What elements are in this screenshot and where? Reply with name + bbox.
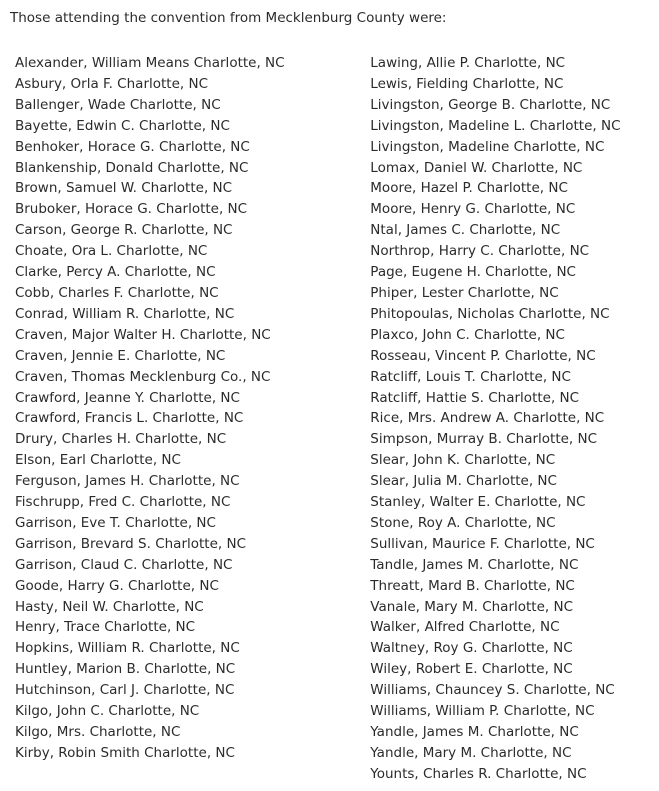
attendee-right-cell: Ratcliff, Hattie S. Charlotte, NC xyxy=(370,389,580,406)
table-row xyxy=(10,116,659,137)
table-row xyxy=(10,408,659,429)
attendee-left-cell: Hopkins, William R. Charlotte, NC xyxy=(15,640,240,657)
table-row xyxy=(10,388,659,409)
attendee-left-cell: Alexander, William Means Charlotte, NC xyxy=(15,55,285,71)
attendee-right-cell: Phiper, Lester Charlotte, NC xyxy=(370,284,559,301)
attendee-right-cell: Slear, Julia M. Charlotte, NC xyxy=(370,473,557,490)
attendee-right-cell: Livingston, Madeline L. Charlotte, NC xyxy=(370,117,621,134)
attendee-right-cell: Stanley, Walter E. Charlotte, NC xyxy=(370,494,586,511)
table-row xyxy=(10,241,659,262)
table-row xyxy=(10,576,659,597)
table-row xyxy=(10,743,659,764)
attendee-right-cell: Younts, Charles R. Charlotte, NC xyxy=(370,765,587,782)
attendee-left-cell: Garrison, Eve T. Charlotte, NC xyxy=(15,514,216,531)
table-row xyxy=(10,74,659,95)
attendee-table-body xyxy=(10,53,659,785)
attendee-left-cell: Bruboker, Horace G. Charlotte, NC xyxy=(15,201,248,218)
attendee-right-cell: Simpson, Murray B. Charlotte, NC xyxy=(370,431,598,448)
attendee-left-cell: Kirby, Robin Smith Charlotte, NC xyxy=(15,744,235,761)
attendee-left-cell: Huntley, Marion B. Charlotte, NC xyxy=(15,661,236,678)
attendee-right-cell: Page, Eugene H. Charlotte, NC xyxy=(370,264,576,281)
attendee-left-cell: Asbury, Orla F. Charlotte, NC xyxy=(15,75,209,92)
table-row xyxy=(10,513,659,534)
table-row xyxy=(10,638,659,659)
attendee-right-cell: Plaxco, John C. Charlotte, NC xyxy=(370,326,565,343)
attendee-left-cell: Clarke, Percy A. Charlotte, NC xyxy=(15,264,216,281)
table-row xyxy=(10,764,659,785)
attendee-right-cell: Lawing, Allie P. Charlotte, NC xyxy=(370,55,566,71)
attendee-left-cell: Henry, Trace Charlotte, NC xyxy=(15,619,196,636)
attendee-left-cell: Craven, Major Walter H. Charlotte, NC xyxy=(15,326,271,343)
table-row xyxy=(10,178,659,199)
attendee-left-cell: Garrison, Brevard S. Charlotte, NC xyxy=(15,535,247,552)
attendee-left-cell: Kilgo, John C. Charlotte, NC xyxy=(15,703,200,720)
attendee-left-cell: Cobb, Charles F. Charlotte, NC xyxy=(15,284,219,301)
attendee-right-cell: Williams, Chauncey S. Charlotte, NC xyxy=(370,682,615,699)
attendee-left-cell: Choate, Ora L. Charlotte, NC xyxy=(15,243,208,260)
attendee-right-cell: Phitopoulas, Nicholas Charlotte, NC xyxy=(370,305,610,322)
attendee-left-cell: Hasty, Neil W. Charlotte, NC xyxy=(15,598,204,615)
attendee-left-cell: Hutchinson, Carl J. Charlotte, NC xyxy=(15,682,235,699)
table-row xyxy=(10,137,659,158)
table-row xyxy=(10,346,659,367)
attendee-right-cell: Lewis, Fielding Charlotte, NC xyxy=(370,75,564,92)
attendee-left-cell: Drury, Charles H. Charlotte, NC xyxy=(15,431,227,448)
attendee-left-cell: Crawford, Jeanne Y. Charlotte, NC xyxy=(15,389,240,406)
attendee-right-cell: Sullivan, Maurice F. Charlotte, NC xyxy=(370,535,595,552)
attendee-right-cell: Ntal, James C. Charlotte, NC xyxy=(370,222,561,239)
attendee-right-cell: Waltney, Roy G. Charlotte, NC xyxy=(370,640,573,657)
attendee-right-cell: Moore, Henry G. Charlotte, NC xyxy=(370,201,576,218)
attendee-left-cell: Benhoker, Horace G. Charlotte, NC xyxy=(15,138,250,155)
table-row xyxy=(10,492,659,513)
attendee-left-cell: Ferguson, James H. Charlotte, NC xyxy=(15,473,240,490)
attendee-left-cell: Bayette, Edwin C. Charlotte, NC xyxy=(15,117,230,134)
attendee-left-cell: Elson, Earl Charlotte, NC xyxy=(15,452,181,469)
attendee-right-cell: Ratcliff, Louis T. Charlotte, NC xyxy=(370,368,571,385)
intro-text: Those attending the convention from Mecklenburg County were: xyxy=(10,10,447,26)
attendee-left-cell: Carson, George R. Charlotte, NC xyxy=(15,222,233,239)
table-row xyxy=(10,450,659,471)
table-row xyxy=(10,325,659,346)
attendee-right-cell: Slear, John K. Charlotte, NC xyxy=(370,452,556,469)
table-row xyxy=(10,659,659,680)
table-row xyxy=(10,199,659,220)
attendee-left-cell: Brown, Samuel W. Charlotte, NC xyxy=(15,180,233,197)
table-row xyxy=(10,367,659,388)
attendee-right-cell: Lomax, Daniel W. Charlotte, NC xyxy=(370,159,583,176)
table-row xyxy=(10,534,659,555)
table-row xyxy=(10,597,659,618)
attendee-right-cell: Vanale, Mary M. Charlotte, NC xyxy=(370,598,574,615)
attendee-right-cell: Stone, Roy A. Charlotte, NC xyxy=(370,514,556,531)
attendee-right-cell: Williams, William P. Charlotte, NC xyxy=(370,703,595,720)
attendee-right-cell: Yandle, James M. Charlotte, NC xyxy=(370,724,579,740)
attendee-left-cell: Crawford, Francis L. Charlotte, NC xyxy=(15,410,244,427)
attendee-left-cell: Craven, Jennie E. Charlotte, NC xyxy=(15,347,226,364)
attendee-left-cell: Blankenship, Donald Charlotte, NC xyxy=(15,159,249,176)
attendee-left-cell: Craven, Thomas Mecklenburg Co., NC xyxy=(15,368,271,385)
attendee-left-cell: Ballenger, Wade Charlotte, NC xyxy=(15,96,221,113)
attendee-right-cell: Northrop, Harry C. Charlotte, NC xyxy=(370,243,590,260)
attendee-left-cell: Fischrupp, Fred C. Charlotte, NC xyxy=(15,494,231,511)
table-row xyxy=(10,53,659,74)
attendee-right-cell: Wiley, Robert E. Charlotte, NC xyxy=(370,661,573,678)
table-row xyxy=(10,722,659,743)
table-row xyxy=(10,304,659,325)
attendee-left-cell: Kilgo, Mrs. Charlotte, NC xyxy=(15,724,181,740)
table-row xyxy=(10,283,659,304)
table-row xyxy=(10,617,659,638)
attendee-right-cell: Walker, Alfred Charlotte, NC xyxy=(370,619,560,636)
table-row xyxy=(10,555,659,576)
table-row xyxy=(10,471,659,492)
table-row xyxy=(10,701,659,722)
table-row xyxy=(10,429,659,450)
attendee-left-cell: Garrison, Claud C. Charlotte, NC xyxy=(15,556,233,573)
attendee-right-cell: Tandle, James M. Charlotte, NC xyxy=(370,556,579,573)
attendee-right-cell: Livingston, George B. Charlotte, NC xyxy=(370,96,611,113)
attendee-left-cell xyxy=(10,764,365,785)
attendee-left-cell: Goode, Harry G. Charlotte, NC xyxy=(15,577,219,594)
attendee-right-cell: Rice, Mrs. Andrew A. Charlotte, NC xyxy=(370,410,605,427)
table-row xyxy=(10,158,659,179)
attendee-right-cell: Moore, Hazel P. Charlotte, NC xyxy=(370,180,568,197)
attendee-table xyxy=(10,53,659,785)
attendee-right-cell: Threatt, Mard B. Charlotte, NC xyxy=(370,577,575,594)
attendee-left-cell: Conrad, William R. Charlotte, NC xyxy=(15,305,235,322)
table-row xyxy=(10,220,659,241)
attendee-right-cell: Livingston, Madeline Charlotte, NC xyxy=(370,138,605,155)
table-row xyxy=(10,95,659,116)
table-row xyxy=(10,680,659,701)
attendee-right-cell: Yandle, Mary M. Charlotte, NC xyxy=(370,744,572,761)
attendee-right-cell: Rosseau, Vincent P. Charlotte, NC xyxy=(370,347,596,364)
table-row xyxy=(10,262,659,283)
